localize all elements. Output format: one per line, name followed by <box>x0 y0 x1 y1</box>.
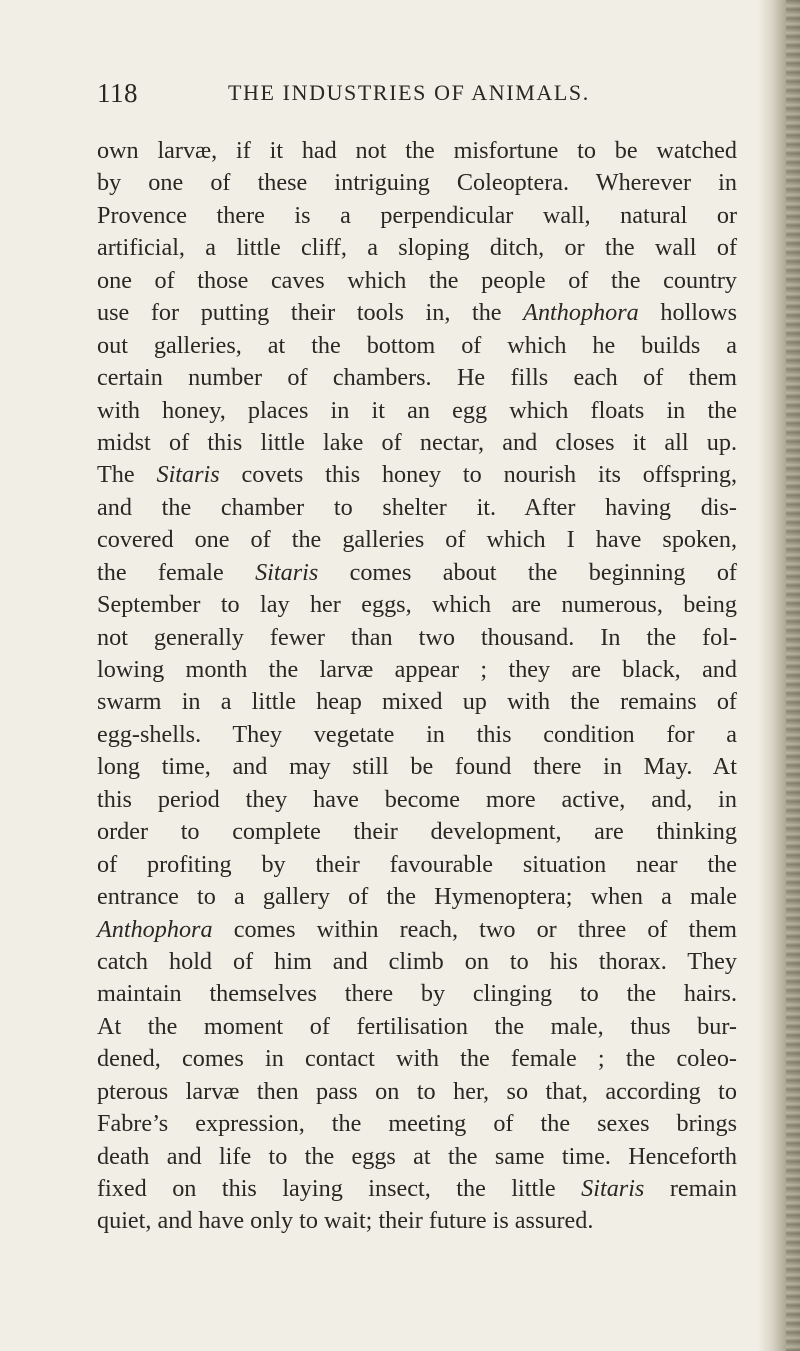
text-run: remain <box>644 1175 737 1202</box>
text-run: The <box>97 461 157 489</box>
text-line <box>97 622 737 654</box>
text-run: egg-shells. They vegetate in this condition for a <box>97 720 737 748</box>
text-line <box>97 816 737 848</box>
text-run: death and life to the eggs at the same time. Henceforth <box>97 1142 737 1170</box>
text-line <box>97 167 737 199</box>
text-line <box>97 719 737 751</box>
body-text <box>97 135 737 1238</box>
text-line <box>97 1173 737 1205</box>
text-run: maintain themselves there by clinging to the hairs. <box>97 980 737 1008</box>
text-line <box>97 946 737 978</box>
text-line <box>97 135 737 167</box>
text-run: out galleries, at the bottom of which he builds a <box>97 331 737 359</box>
text-run: and the chamber to shelter it. After having dis- <box>97 493 737 521</box>
text-line <box>97 1141 737 1173</box>
text-line <box>97 362 737 394</box>
text-run: with honey, places in it an egg which floats in the <box>97 396 737 424</box>
text-line <box>97 1011 737 1043</box>
text-run: comes about the beginning of <box>318 558 737 586</box>
text-run: of profiting by their favourable situation near the <box>97 850 737 878</box>
text-run: September to lay her eggs, which are numerous, being <box>97 591 737 619</box>
running-head: THE INDUSTRIES OF ANIMALS. <box>228 80 590 105</box>
text-line <box>97 881 737 913</box>
text-line <box>97 265 737 297</box>
text-run: pterous larvæ then pass on to her, so that, according to <box>97 1077 737 1105</box>
text-line <box>97 589 737 621</box>
text-line <box>97 492 737 524</box>
text-line <box>97 330 737 362</box>
text-line <box>97 849 737 881</box>
text-run: long time, and may still be found there in May. At <box>97 753 737 781</box>
page-edge-shadow <box>758 0 800 1351</box>
text-line <box>97 1108 737 1140</box>
text-line <box>97 1205 737 1237</box>
text-line <box>97 1076 737 1108</box>
text-line <box>97 914 737 946</box>
italic-term: Anthophora <box>97 915 213 943</box>
text-line <box>97 232 737 264</box>
text-line <box>97 654 737 686</box>
text-run: covered one of the galleries of which I have spoken, <box>97 526 737 554</box>
text-line <box>97 200 737 232</box>
text-line <box>97 395 737 427</box>
text-run: swarm in a little heap mixed up with the remains of <box>97 688 737 716</box>
text-run: use for putting their tools in, the <box>97 299 524 327</box>
text-run: fixed on this laying insect, the little <box>97 1175 582 1202</box>
text-line <box>97 784 737 816</box>
text-line <box>97 459 737 491</box>
text-line <box>97 1043 737 1075</box>
text-line <box>97 524 737 556</box>
text-run: quiet, and have only to wait; their future is assured. <box>97 1207 594 1235</box>
text-run: artificial, a little cliff, a sloping ditch, or the wall of <box>97 234 737 262</box>
text-run: own larvæ, if it had not the misfortune to be watched <box>97 137 737 164</box>
text-run: midst of this little lake of nectar, and closes it all up. <box>97 428 737 456</box>
text-run: catch hold of him and climb on to his thorax. They <box>97 947 737 975</box>
italic-term: Anthophora <box>523 299 639 327</box>
italic-term: Sitaris <box>156 461 220 489</box>
text-run: this period they have become more active, and, in <box>97 785 737 813</box>
text-run: not generally fewer than two thousand. In the fol- <box>97 623 737 651</box>
page-header <box>97 78 737 112</box>
text-run: At the moment of fertilisation the male, thus bur- <box>97 1012 737 1040</box>
text-run: one of those caves which the people of the country <box>97 266 737 294</box>
italic-term: Sitaris <box>255 558 319 586</box>
text-run: comes within reach, two or three of them <box>212 915 737 943</box>
text-run: lowing month the larvæ appear ; they are black, and <box>97 656 737 683</box>
text-line <box>97 297 737 329</box>
text-line <box>97 751 737 783</box>
italic-term: Sitaris <box>581 1175 645 1202</box>
text-run: the female <box>97 558 256 586</box>
text-line <box>97 686 737 718</box>
text-run: Fabre’s expression, the meeting of the sexes brings <box>97 1110 737 1138</box>
text-run: covets this honey to nourish its offspring, <box>219 461 737 489</box>
text-run: certain number of chambers. He fills each of them <box>97 364 737 392</box>
page-number: 118 <box>97 78 138 108</box>
text-line <box>97 427 737 459</box>
text-line <box>97 557 737 589</box>
text-run: entrance to a gallery of the Hymenoptera; when a male <box>97 883 737 911</box>
text-run: order to complete their development, are thinking <box>97 818 737 846</box>
text-line <box>97 978 737 1010</box>
text-run: Provence there is a perpendicular wall, natural or <box>97 201 737 229</box>
text-run: dened, comes in contact with the female ; the coleo- <box>97 1045 737 1073</box>
text-run: hollows <box>638 299 737 327</box>
text-run: by one of these intriguing Coleoptera. Wherever in <box>97 169 737 197</box>
